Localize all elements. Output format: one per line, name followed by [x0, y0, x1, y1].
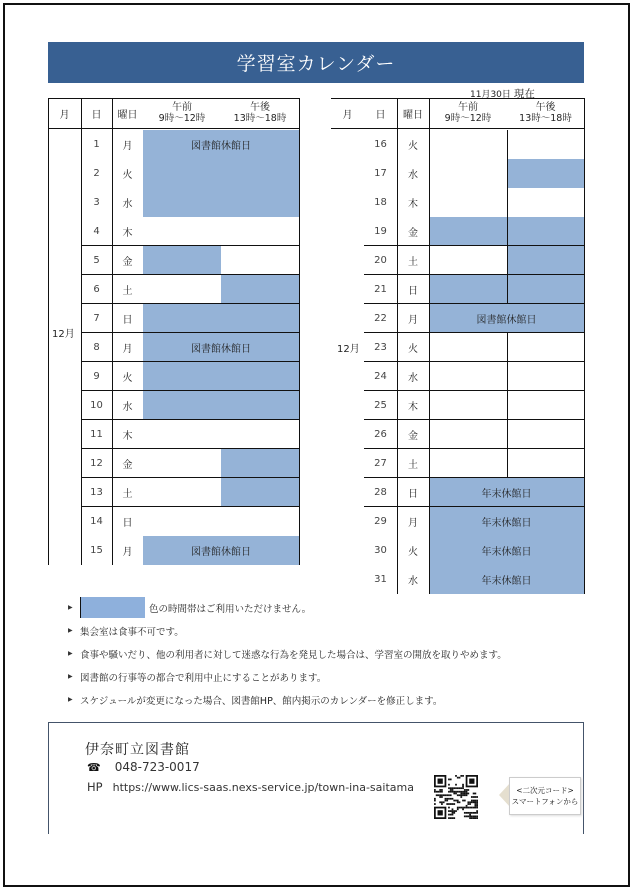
closed-day-block — [429, 536, 584, 565]
closed-slot-pm — [221, 478, 299, 507]
closed-slot-pm — [507, 217, 584, 246]
header-pm-label: 午後 — [250, 102, 270, 113]
header-pm-time: 13時～18時 — [519, 113, 572, 124]
grid-line — [81, 361, 299, 362]
note-item — [68, 665, 588, 688]
closed-day-label: 図書館休館日 — [476, 315, 537, 326]
header-am — [429, 98, 507, 128]
weekday: 日 — [122, 518, 133, 529]
closed-day-label: 図書館休館日 — [191, 344, 251, 355]
day-number: 1 — [93, 139, 100, 150]
weekday: 金 — [408, 431, 418, 442]
notes-list — [68, 596, 588, 711]
day-number: 9 — [93, 371, 100, 382]
day-number: 27 — [374, 458, 387, 469]
closed-day-block — [429, 507, 584, 536]
closed-slot-pm — [221, 449, 299, 478]
weekday: 木 — [408, 402, 418, 413]
contact-box — [48, 722, 584, 834]
calendar-table-left — [48, 98, 299, 568]
closed-slot-am — [429, 217, 507, 246]
homepage-label: HP — [87, 780, 103, 794]
weekday: 土 — [122, 489, 133, 500]
closed-day-block — [429, 478, 584, 507]
weekday: 火 — [408, 344, 418, 355]
weekday: 土 — [408, 257, 418, 268]
day-number: 29 — [374, 516, 387, 527]
weekday: 月 — [122, 547, 133, 558]
day-number: 13 — [90, 487, 103, 498]
grid-line — [364, 332, 584, 333]
grid-line — [397, 98, 398, 594]
header-pm — [507, 98, 584, 128]
day-number: 28 — [374, 487, 387, 498]
phone-row — [87, 760, 200, 774]
month-label: 12月 — [52, 329, 75, 340]
day-number: 24 — [374, 371, 387, 382]
weekday: 火 — [122, 373, 133, 384]
qr-caption-1: <二次元コード> — [516, 786, 574, 795]
day-number: 26 — [374, 429, 387, 440]
day-number: 14 — [90, 516, 103, 527]
closed-day-block — [143, 536, 299, 565]
note-item — [68, 642, 588, 665]
closed-slot-pm — [507, 275, 584, 304]
day-number: 18 — [374, 197, 387, 208]
grid-line — [81, 303, 299, 304]
closed-day-block — [143, 362, 299, 420]
closed-slot-am — [143, 246, 221, 275]
phone-icon: ☎ — [87, 760, 101, 774]
note-text: 図書館の行事等の都合で利用中止にすることがあります。 — [80, 672, 327, 684]
grid-line — [81, 448, 299, 449]
note-text: スケジュールが変更になった場合、図書館HP、館内掲示のカレンダーを修正します。 — [80, 695, 443, 707]
library-name: 伊奈町立図書館 — [85, 742, 190, 758]
header-day: 日 — [375, 109, 386, 121]
note-item — [68, 619, 588, 642]
weekday: 水 — [408, 170, 418, 181]
weekday: 日 — [408, 286, 418, 297]
grid-line — [507, 130, 508, 304]
grid-line — [507, 333, 508, 478]
as-of-label: 現在 — [513, 88, 535, 100]
weekday: 金 — [122, 460, 133, 471]
day-number: 16 — [374, 139, 387, 150]
weekday: 月 — [408, 518, 418, 529]
grid-line — [48, 98, 299, 99]
weekday: 火 — [408, 547, 418, 558]
day-number: 10 — [90, 400, 103, 411]
closed-day-label: 図書館休館日 — [191, 547, 251, 558]
closed-day-block — [143, 130, 299, 217]
note-text: 色の時間帯はご利用いただけません。 — [149, 603, 312, 615]
weekday: 日 — [408, 489, 418, 500]
closed-slot-pm — [221, 275, 299, 304]
closed-day-label: 年末休館日 — [481, 518, 532, 529]
closed-day-block — [143, 304, 299, 333]
note-item — [68, 596, 588, 619]
closed-day-label: 年末休館日 — [481, 547, 532, 558]
grid-line — [364, 506, 584, 507]
page-title: 学習室カレンダー — [48, 42, 584, 83]
day-number: 30 — [374, 545, 387, 556]
weekday: 月 — [408, 315, 418, 326]
day-number: 17 — [374, 168, 387, 179]
grid-line — [364, 245, 584, 246]
weekday: 金 — [122, 257, 133, 268]
grid-line — [81, 419, 299, 420]
bullet-icon: ▶ — [68, 650, 73, 657]
weekday: 木 — [408, 199, 418, 210]
grid-line — [81, 274, 299, 275]
grid-line — [81, 390, 299, 391]
bullet-icon: ▶ — [68, 627, 73, 634]
header-month: 月 — [342, 109, 353, 121]
bullet-icon: ▶ — [68, 673, 73, 680]
weekday: 月 — [122, 141, 133, 152]
grid-line — [48, 128, 299, 129]
grid-line — [331, 128, 584, 129]
closed-slot-pm — [507, 246, 584, 275]
grid-line — [81, 506, 299, 507]
day-number: 4 — [93, 226, 100, 237]
bullet-icon: ▶ — [68, 604, 73, 611]
weekday: 木 — [122, 431, 133, 442]
grid-line — [81, 245, 299, 246]
grid-line — [299, 98, 300, 565]
header-am — [143, 98, 221, 128]
header-month: 月 — [59, 109, 70, 121]
header-pm-label: 午後 — [535, 102, 556, 113]
day-number: 3 — [93, 197, 100, 208]
header-am-label: 午前 — [172, 102, 192, 113]
weekday: 土 — [408, 460, 418, 471]
qr-caption-2: スマートフォンから — [511, 797, 579, 806]
weekday: 火 — [408, 141, 418, 152]
weekday: 水 — [122, 199, 133, 210]
as-of-date-value: 11月30日 — [470, 90, 511, 100]
grid-line — [429, 98, 430, 594]
grid-line — [364, 448, 584, 449]
day-number: 23 — [374, 342, 387, 353]
grid-line — [364, 419, 584, 420]
homepage-row — [87, 780, 414, 794]
header-pm-time: 13時～18時 — [233, 113, 287, 124]
day-number: 19 — [374, 226, 387, 237]
header-am-label: 午前 — [458, 102, 478, 113]
closed-day-label: 年末休館日 — [481, 576, 532, 587]
note-text: 食事や騒いだり、他の利用者に対して迷惑な行為を発見した場合は、学習室の開放を取りやめます。 — [80, 649, 507, 661]
closed-color-swatch — [80, 597, 145, 618]
header-am-time: 9時～12時 — [444, 113, 492, 124]
day-number: 2 — [93, 168, 100, 179]
grid-line — [364, 361, 584, 362]
header-am-time: 9時～12時 — [158, 113, 206, 124]
homepage-link[interactable]: https://www.lics-saas.nexs-service.jp/town-ina-saitama — [112, 780, 414, 794]
closed-day-block — [143, 333, 299, 362]
header-weekday: 曜日 — [403, 109, 423, 121]
note-item — [68, 688, 588, 711]
weekday: 月 — [122, 344, 133, 355]
day-number: 21 — [374, 284, 387, 295]
grid-line — [584, 98, 585, 594]
grid-line — [48, 98, 49, 565]
closed-day-block — [429, 304, 584, 333]
calendar-table-right — [331, 98, 584, 596]
closed-day-block — [429, 565, 584, 594]
day-number: 31 — [374, 574, 387, 585]
day-number: 7 — [93, 313, 100, 324]
grid-line — [364, 303, 584, 304]
weekday: 木 — [122, 228, 133, 239]
header-pm — [221, 98, 299, 128]
weekday: 水 — [408, 576, 418, 587]
day-number: 6 — [93, 284, 100, 295]
grid-line — [364, 390, 584, 391]
day-number: 25 — [374, 400, 387, 411]
header-weekday: 曜日 — [117, 109, 138, 121]
grid-line — [331, 98, 584, 99]
weekday: 金 — [408, 228, 418, 239]
closed-day-label: 年末休館日 — [481, 489, 532, 500]
grid-line — [81, 332, 299, 333]
note-text: 集会室は食事不可です。 — [80, 626, 184, 638]
day-number: 15 — [90, 545, 103, 556]
weekday: 日 — [122, 315, 133, 326]
day-number: 22 — [374, 313, 387, 324]
day-number: 20 — [374, 255, 387, 266]
qr-code-icon[interactable] — [434, 775, 478, 819]
month-label: 12月 — [337, 344, 360, 355]
day-number: 5 — [93, 255, 100, 266]
grid-line — [364, 274, 584, 275]
qr-callout — [499, 777, 579, 815]
weekday: 水 — [122, 402, 133, 413]
weekday: 火 — [122, 170, 133, 181]
phone-number[interactable]: 048-723-0017 — [114, 760, 200, 774]
closed-day-label: 図書館休館日 — [191, 141, 251, 152]
weekday: 土 — [122, 286, 133, 297]
day-number: 8 — [93, 342, 100, 353]
header-day: 日 — [91, 109, 102, 121]
closed-slot-am — [429, 275, 507, 304]
closed-slot-pm — [507, 159, 584, 188]
bullet-icon: ▶ — [68, 696, 73, 703]
callout-box — [509, 777, 581, 815]
day-number: 11 — [90, 429, 103, 440]
grid-line — [81, 477, 299, 478]
grid-line — [364, 477, 584, 478]
day-number: 12 — [90, 458, 103, 469]
weekday: 水 — [408, 373, 418, 384]
